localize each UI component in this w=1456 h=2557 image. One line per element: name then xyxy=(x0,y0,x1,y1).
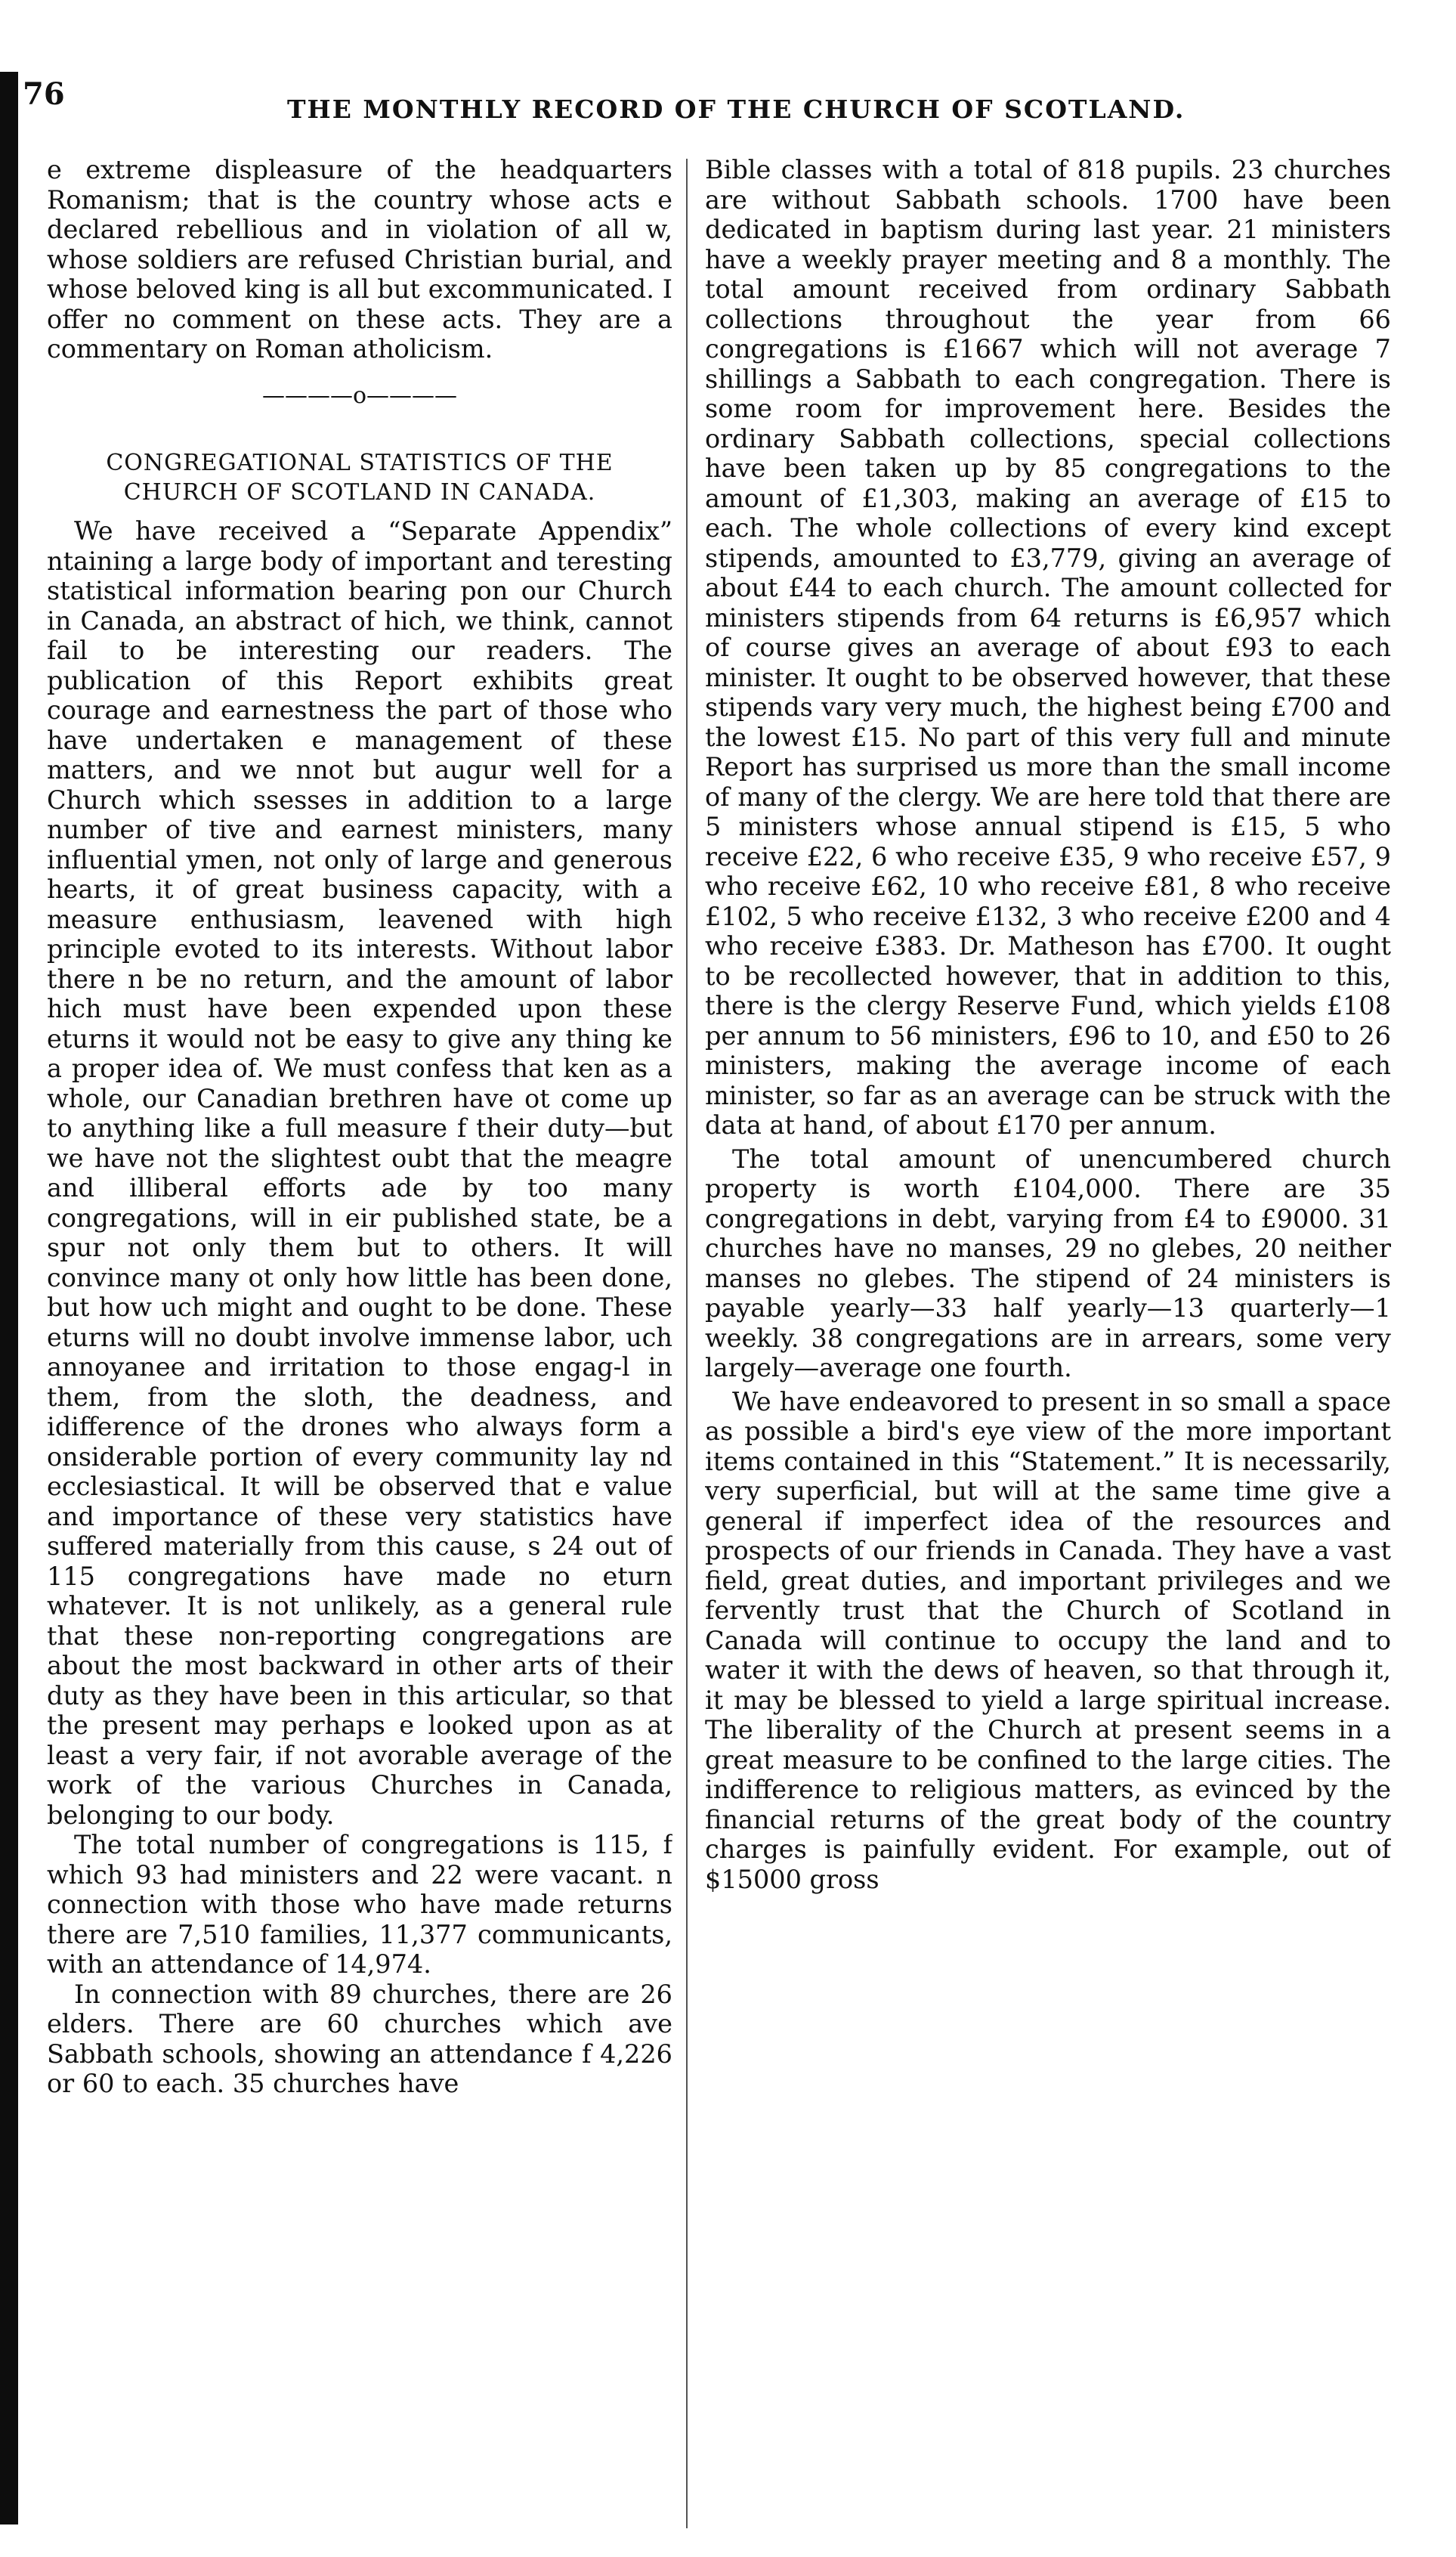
intro-paragraph: e extreme displeasure of the headquarters Romanism; that is the country whose acts e declared rebellious and in violation of all w, whose soldiers are refused Christian burial, and whose beloved king is all but excommunicated. I offer no comment on these acts. They are a commentary on Roman atholicism. xyxy=(47,155,672,364)
running-head: THE MONTHLY RECORD OF THE CHURCH OF SCOTLAND. xyxy=(287,94,1186,124)
summary-paragraph: We have endeavored to present in so small a space as possible a bird's eye view of the more important items contained in this “Statement.” It is necessarily, very superficial, but will at the same time give a general if imperfect idea of the resources and prospects of our friends in Canada. They have a vast field, great duties, and important privileges and we fervently trust that the Church of Scotland in Canada will continue to occupy the land and to water it with the dews of heaven, so that through it, it may be blessed to yield a large spiritual increase. The liberality of the Church at present seems in a great measure to be confined to the large cities. The indifference to religious matters, as evinced by the financial returns of the great body of the country charges is painfully evident. For example, out of $15000 gross xyxy=(705,1386,1391,1894)
column-divider xyxy=(686,159,688,2528)
statistics-paragraph-2: The total number of congregations is 115, f which 93 had ministers and 22 were vacant. n connection with those who have made returns there are 7,510 families, 11,377 communicants, with an attendance of 14,974. xyxy=(47,1830,672,1979)
statistics-paragraph-1: We have received a “Separate Appendix” ntaining a large body of important and teresting statistical information bearing pon our Church in Canada, an abstract of hich, we think, cannot fail to be interesting our readers. The publication of this Report exhibits great courage and earnestness the part of those who have undertaken e management of these matters, and we nnot but augur well for a Church which ssesses in addition to a large number of tive and earnest ministers, many influential ymen, not only of large and generous hearts, it of great business capacity, with a measure enthusiasm, leavened with high principle evoted to its interests. Without labor there n be no return, and the amount of labor hich must have been expended upon these eturns it would not be easy to give any thing ke a proper idea of. We must confess that ken as a whole, our Canadian brethren have ot come up to anything like a full measure f their duty—but we have not the slightest oubt that the meagre and illiberal efforts ade by too many congregations, will in eir published state, be a spur not only them but to others. It will convince many ot only how little has been done, but how uch might and ought to be done. These eturns will no doubt involve immense labor, uch annoyanee and irritation to those engag-l in them, from the sloth, the deadness, and idifference of the drones who always form a onsiderable portion of every community lay nd ecclesiastical. It will be observed that e value and importance of these very statistics have suffered materially from this cause, s 24 out of 115 congregations have made no eturn whatever. It is not unlikely, as a general rule that these non-reporting congregations are about the most backward in other arts of their duty as they have been in this articular, so that the present may perhaps e looked upon as at least a very fair, if not avorable average of the work of the various Churches in Canada, belonging to our body. xyxy=(47,516,672,1830)
left-column xyxy=(47,155,672,2532)
right-column xyxy=(705,155,1391,2532)
section-separator: ————o———— xyxy=(261,382,458,409)
section-title xyxy=(47,448,672,507)
page-binding-edge xyxy=(0,72,18,2524)
statistics-paragraph-3: In connection with 89 churches, there are 26 elders. There are 60 churches which ave Sabbath schools, showing an attendance f 4,226 or 60 to each. 35 churches have xyxy=(47,1979,672,2098)
property-paragraph: The total amount of unencumbered church property is worth £104,000. There are 35 congregations in debt, varying from £4 to £9000. 31 churches have no manses, 29 no glebes, 20 neither manses no glebes. The stipend of 24 ministers is payable yearly—33 half yearly—13 quarterly—1 weekly. 38 congregations are in arrears, some very largely—average one fourth. xyxy=(705,1144,1391,1382)
page-number: 76 xyxy=(23,76,65,112)
section-title-line-1: CONGREGATIONAL STATISTICS OF THE xyxy=(106,450,614,476)
continued-paragraph: Bible classes with a total of 818 pupils. 23 churches are without Sabbath schools. 1700 have been dedicated in baptism during last year. 21 ministers have a weekly prayer meeting and 8 a monthly. The total amount received from ordinary Sabbath collections throughout the year from 66 congregations is £1667 which will not average 7 shillings a Sabbath to each congregation. There is some room for improvement here. Besides the ordinary Sabbath collections, special collections have been taken up by 85 congregations to the amount of £1,303, making an average of £15 to each. The whole collections of every kind except stipends, amounted to £3,779, giving an average of about £44 to each church. The amount collected for ministers stipends from 64 returns is £6,957 which of course gives an average of about £93 to each minister. It ought to be observed however, that these stipends vary very much, the highest being £700 and the lowest £15. No part of this very full and minute Report has surprised us more than the small income of many of the clergy. We are here told that there are 5 ministers whose annual stipend is £15, 5 who receive £22, 6 who receive £35, 9 who receive £57, 9 who receive £62, 10 who receive £81, 8 who receive £102, 5 who receive £132, 3 who receive £200 and 4 who receive £383. Dr. Matheson has £700. It ought to be recollected however, that in addition to this, there is the clergy Reserve Fund, which yields £108 per annum to 56 ministers, £96 to 10, and £50 to 26 ministers, making the average income of each minister, so far as an average can be struck with the data at hand, of about £170 per annum. xyxy=(705,155,1391,1140)
section-title-line-2: CHURCH OF SCOTLAND IN CANADA. xyxy=(123,479,596,506)
